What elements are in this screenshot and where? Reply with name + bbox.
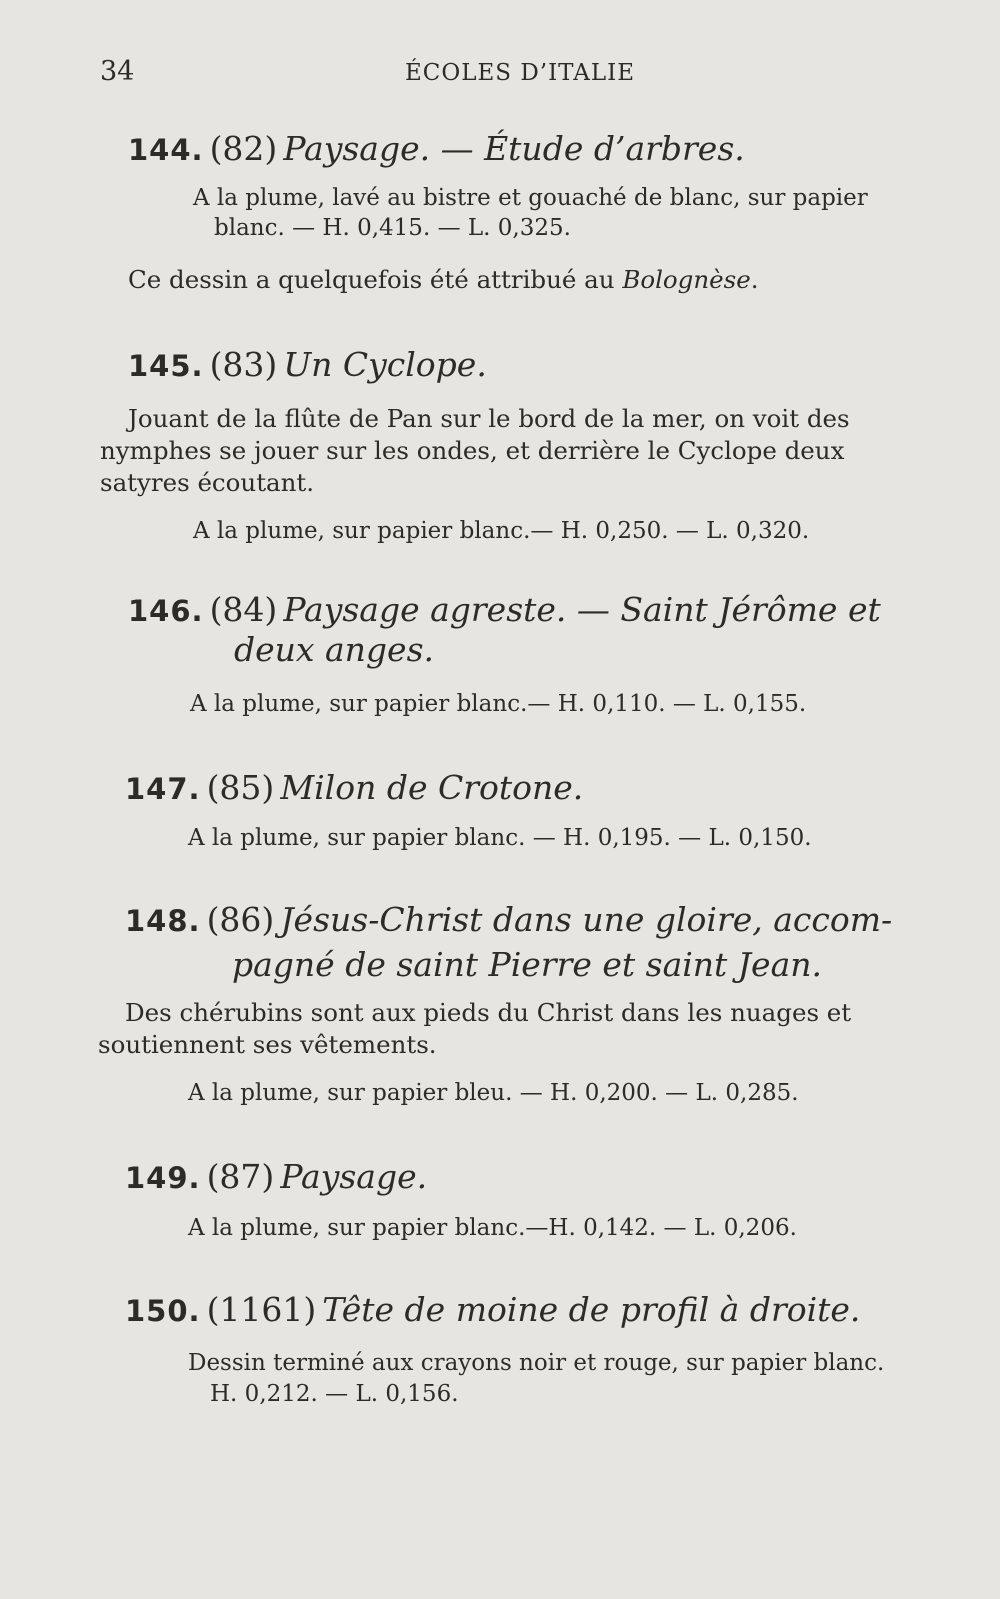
note-suffix: . <box>750 265 759 294</box>
technique-line: A la plume, sur papier bleu. — H. 0,200. — L. 0,285. <box>188 1080 799 1106</box>
technique-line: A la plume, lavé au bistre et gouaché de blanc, sur papier <box>193 185 868 211</box>
entry-title: Paysage. <box>280 1157 428 1196</box>
entry-title: Jésus-Christ dans une gloire, accom- <box>280 900 893 939</box>
description-line: Des chérubins sont aux pieds du Christ dans les nuages et <box>125 998 852 1027</box>
technique-line: A la plume, sur papier blanc.— H. 0,250. — L. 0,320. <box>193 518 810 544</box>
description-line: Jouant de la flûte de Pan sur le bord de la mer, on voit des <box>128 404 850 433</box>
entry-number: 145. <box>128 349 204 383</box>
inventory-ref: (83) <box>209 345 278 384</box>
running-head <box>100 56 940 96</box>
entry-title: Paysage. — Étude d’arbres. <box>283 129 745 168</box>
entry-number: 144. <box>128 133 204 167</box>
entry-title: Un Cyclope. <box>283 345 487 384</box>
entry-title: Tête de moine de profil à droite. <box>322 1290 861 1329</box>
entry-title: Milon de Crotone. <box>280 768 584 807</box>
description-line: soutiennent ses vêtements. <box>98 1030 437 1059</box>
entry-number: 148. <box>125 904 201 938</box>
entry-title-continued: deux anges. <box>234 630 435 669</box>
technique-line: blanc. — H. 0,415. — L. 0,325. <box>214 215 571 241</box>
attribution-note <box>128 263 759 296</box>
inventory-ref: (82) <box>209 129 278 168</box>
description-line: nymphes se jouer sur les ondes, et derrière le Cyclope deux <box>100 436 845 465</box>
technique-line: H. 0,212. — L. 0,156. <box>210 1381 459 1407</box>
entry-heading <box>125 763 583 814</box>
entry-number: 150. <box>125 1294 201 1328</box>
inventory-ref: (84) <box>209 590 278 629</box>
inventory-ref: (85) <box>206 768 275 807</box>
entry-number: 149. <box>125 1161 201 1195</box>
entry-number: 146. <box>128 594 204 628</box>
inventory-ref: (1161) <box>206 1290 317 1329</box>
page-number: 34 <box>100 56 135 87</box>
technique-line: Dessin terminé aux crayons noir et rouge, sur papier blanc. <box>188 1350 885 1376</box>
entry-number: 147. <box>125 772 201 806</box>
entry-title: Paysage agreste. — Saint Jérôme et <box>283 590 881 629</box>
inventory-ref: (87) <box>206 1157 275 1196</box>
entry-heading <box>128 124 745 175</box>
entry-heading <box>125 1152 427 1203</box>
note-italic: Bolognèse <box>622 265 751 294</box>
description-line: satyres écoutant. <box>100 468 315 497</box>
note-text: Ce dessin a quelquefois été attribué au <box>128 265 623 294</box>
technique-line: A la plume, sur papier blanc.— H. 0,110. — L. 0,155. <box>190 691 807 717</box>
entry-heading <box>128 340 487 391</box>
entry-heading <box>125 895 892 946</box>
running-title: ÉCOLES D’ITALIE <box>404 60 636 86</box>
technique-line: A la plume, sur papier blanc.—H. 0,142. — L. 0,206. <box>188 1215 797 1241</box>
entry-title-continued: pagné de saint Pierre et saint Jean. <box>232 945 822 984</box>
entry-heading <box>125 1285 860 1336</box>
inventory-ref: (86) <box>206 900 275 939</box>
technique-line: A la plume, sur papier blanc. — H. 0,195. — L. 0,150. <box>188 825 812 851</box>
